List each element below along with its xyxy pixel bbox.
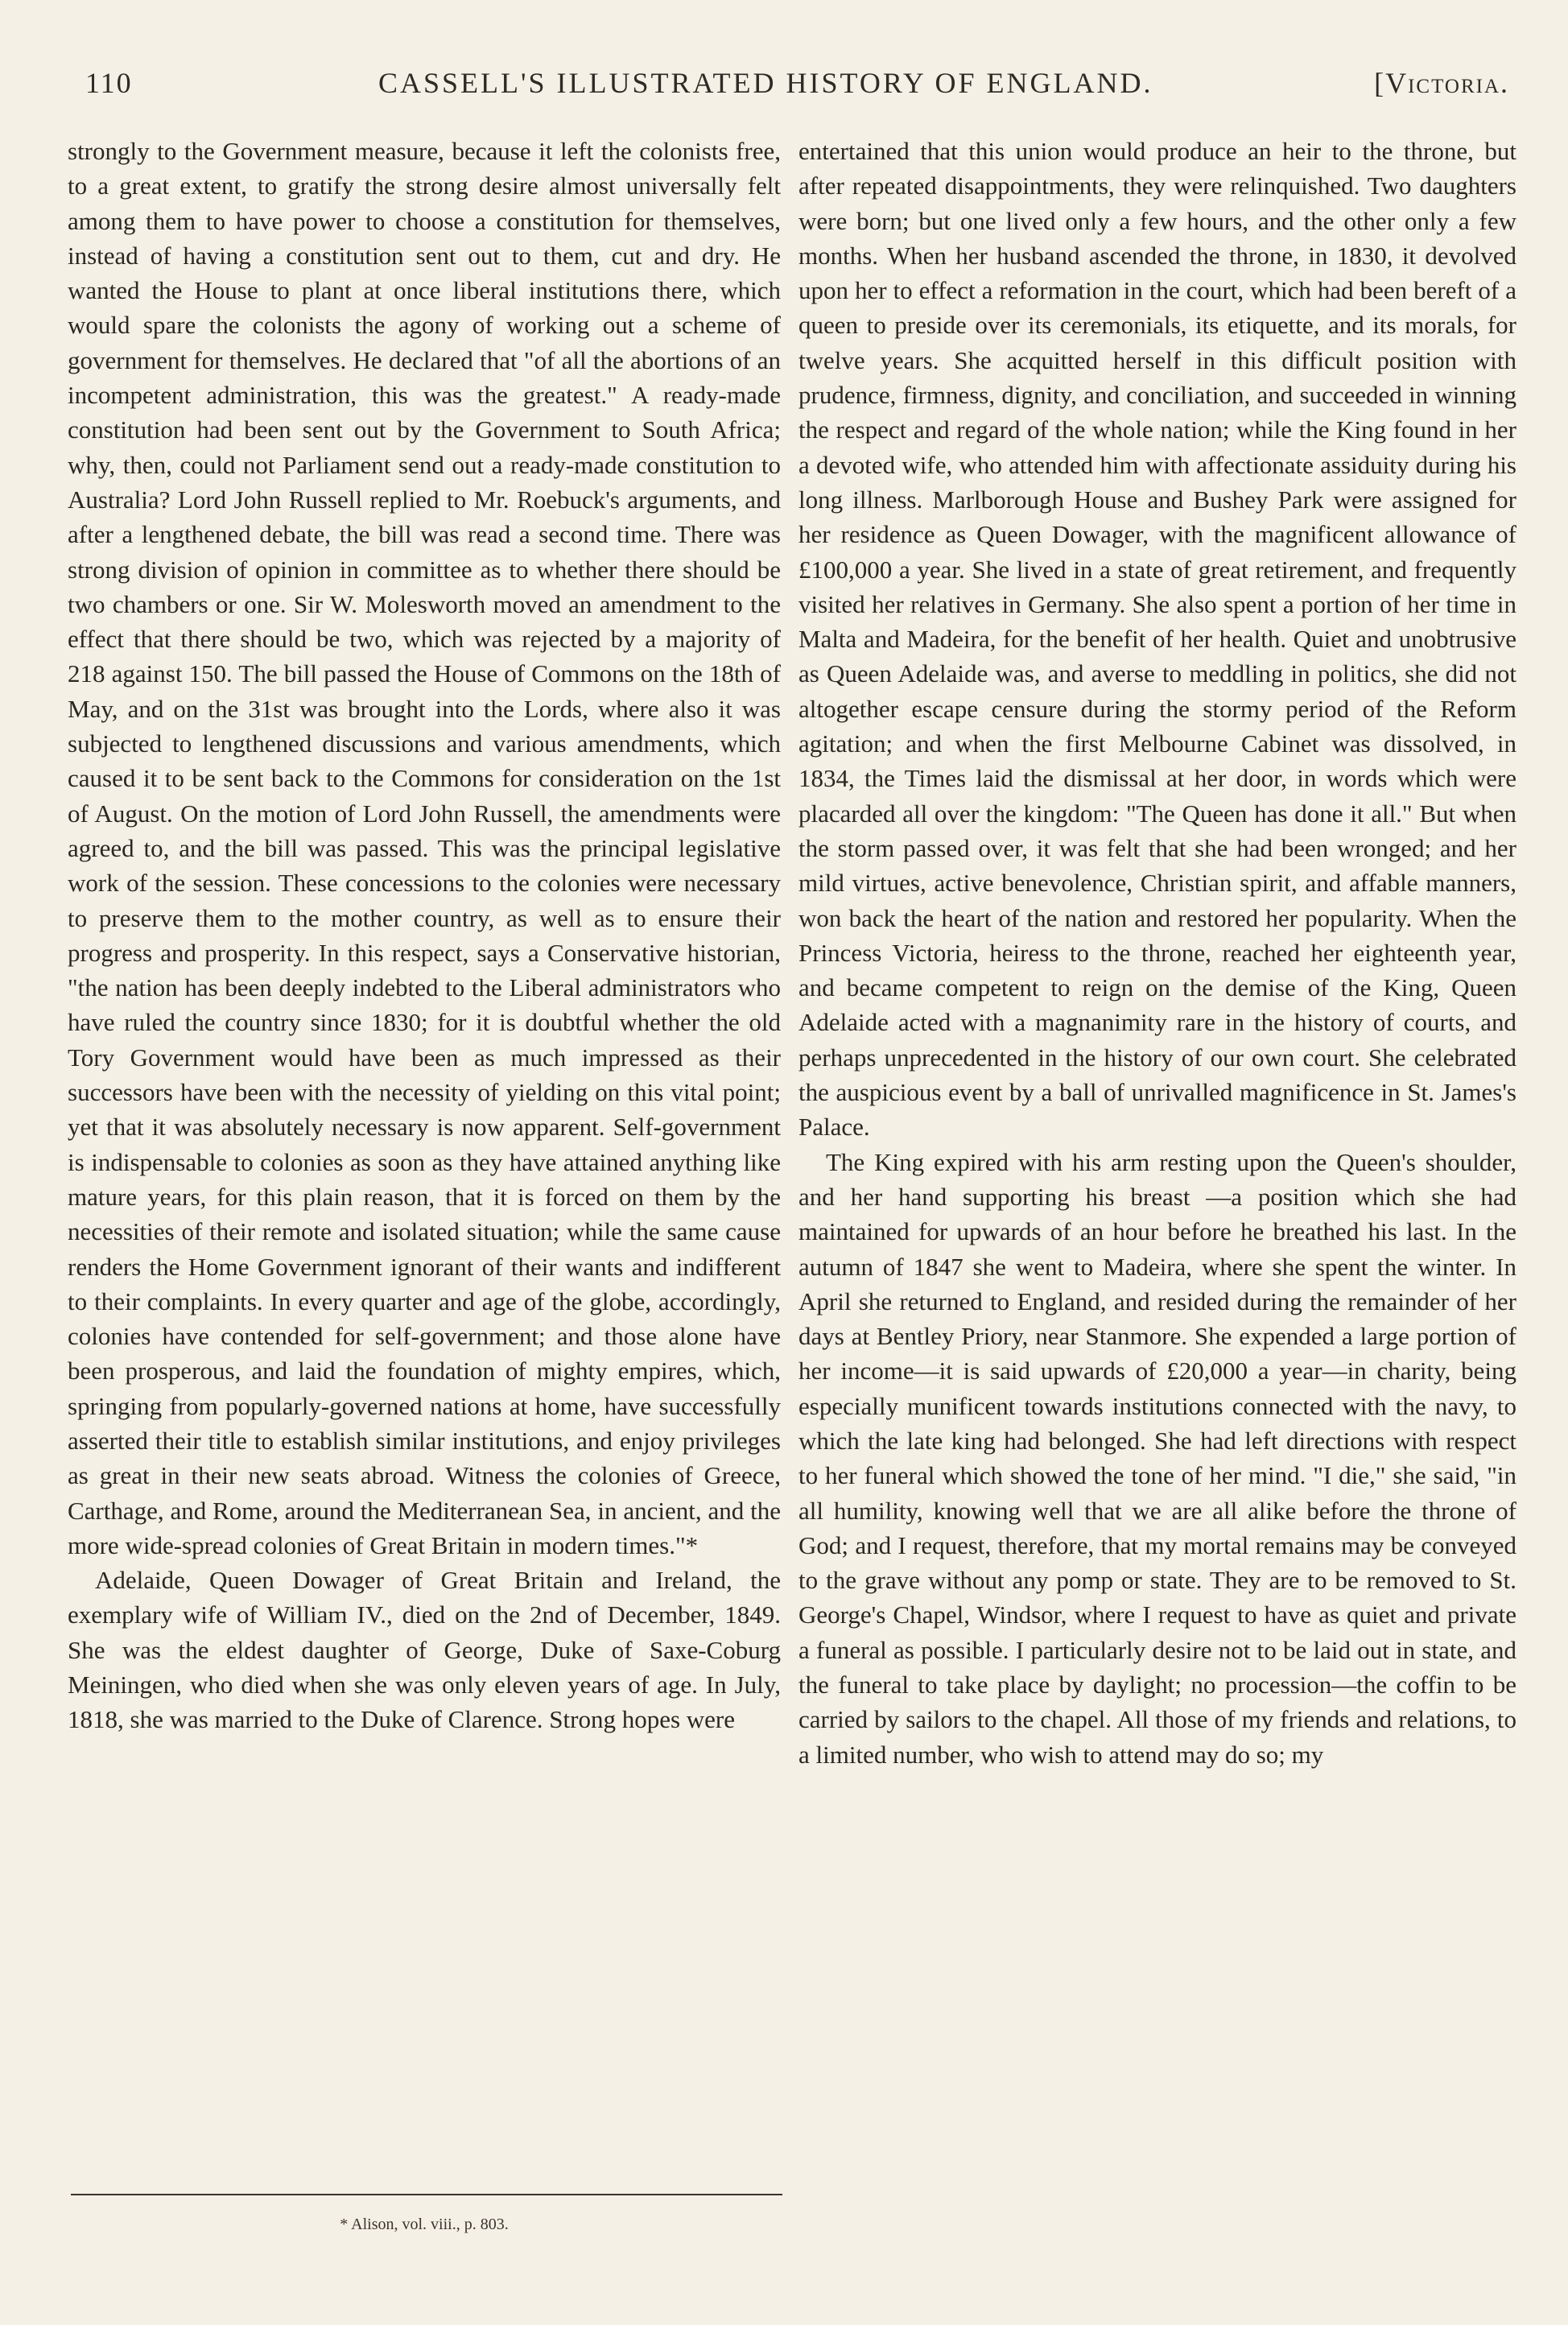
- footnote-rule: [71, 2194, 782, 2195]
- running-header: [64, 66, 1509, 106]
- paragraph: entertained that this union would produce an heir to the throne, but after repeated disappointments, they were relinquished. Two daughters were born; but one lived only a few hours, and the other only a few months. When her husband ascended the throne, in 1830, it devolved upon her to effect a reformation in the court, which had been bereft of a queen to preside over its ceremonials, its etiquette, and its morals, for twelve years. She acquitted herself in this difficult position with prudence, firmness, dignity, and conciliation, and succeeded in winning the respect and regard of the whole nation; while the King found in her a devoted wife, who attended him with affectionate assiduity during his long illness. Marlborough House and Bushey Park were assigned for her residence as Queen Dowager, with the magnificent allowance of £100,000 a year. She lived in a state of great retirement, and frequently visited her relatives in Germany. She also spent a portion of her time in Malta and Madeira, for the benefit of her health. Quiet and unobtrusive as Queen Adelaide was, and averse to meddling in politics, she did not altogether escape censure during the stormy period of the Reform agitation; and when the first Melbourne Cabinet was dissolved, in 1834, the Times laid the dismissal at her door, in words which were placarded all over the kingdom: "The Queen has done it all." But when the storm passed over, it was felt that she had been wronged; and her mild virtues, active benevolence, Christian spirit, and affable manners, won back the heart of the nation and restored her popularity. When the Princess Victoria, heiress to the throne, reached her eighteenth year, and became competent to reign on the demise of the King, Queen Adelaide acted with a magnanimity rare in the history of courts, and perhaps unprecedented in the history of our own court. She celebrated the auspicious event by a ball of unrivalled magnificence in St. James's Palace.: [798, 137, 1516, 1142]
- paragraph: The King expired with his arm resting upon the Queen's shoulder, and her hand supporting his breast —a position which she had maintained for upwards of an hour before he breathed his last. In the autumn of 1847 she went to Madeira, where she spent the winter. In April she returned to England, and resided during the remainder of her days at Bentley Priory, near Stanmore. She expended a large portion of her income—it is said upwards of £20,000 a year—in charity, being especially munificent towards institutions connected with the navy, to which the late king had belonged. She had left directions with respect to her funeral which showed the tone of her mind. "I die," she said, "in all humility, knowing well that we are all alike before the throne of God; and I request, therefore, that my mortal remains may be conveyed to the grave without any pomp or state. They are to be removed to St. George's Chapel, Windsor, where I request to have as quiet and private a funeral as possible. I particularly desire not to be laid out in state, and the funeral to take place by daylight; no procession—the coffin to be carried by sailors to the chapel. All those of my friends and relations, to a limited number, who wish to attend may do so; my: [798, 1147, 1516, 1769]
- section-label: [Victoria.: [1374, 67, 1509, 99]
- right-column: [798, 134, 1516, 1772]
- running-title: CASSELL'S ILLUSTRATED HISTORY OF ENGLAND.: [378, 67, 1153, 99]
- paragraph: Adelaide, Queen Dowager of Great Britain and Ireland, the exemplary wife of William IV., died on the 2nd of December, 1849. She was the eldest daughter of George, Duke of Saxe-Coburg Meiningen, who died when she was only eleven years of age. In July, 1818, she was married to the Duke of Clarence. Strong hopes were: [68, 1566, 781, 1734]
- page-number: 110: [85, 67, 133, 99]
- left-column: [68, 134, 781, 1737]
- footnote: * Alison, vol. viii., p. 803.: [340, 2216, 509, 2233]
- paragraph: strongly to the Government measure, because it left the colonists free, to a great extent, to gratify the strong desire almost universally felt among them to have power to choose a constitution for themselves, instead of having a constitution sent out to them, cut and dry. He wanted the House to plant at once liberal institutions there, which would spare the colonists the agony of working out a scheme of government for themselves. He declared that "of all the abortions of an incompetent administration, this was the greatest." A ready-made constitution had been sent out by the Government to South Africa; why, then, could not Parliament send out a ready-made constitution to Australia? Lord John Russell replied to Mr. Roebuck's arguments, and after a lengthened debate, the bill was read a second time. There was strong division of opinion in committee as to whether there should be two chambers or one. Sir W. Molesworth moved an amendment to the effect that there should be two, which was rejected by a majority of 218 against 150. The bill passed the House of Commons on the 18th of May, and on the 31st was brought into the Lords, where also it was subjected to lengthened discussions and various amendments, which caused it to be sent back to the Commons for consideration on the 1st of August. On the motion of Lord John Russell, the amendments were agreed to, and the bill was passed. This was the principal legislative work of the session. These concessions to the colonies were necessary to preserve them to the mother country, as well as to ensure their progress and prosperity. In this respect, says a Conservative historian, "the nation has been deeply indebted to the Liberal administrators who have ruled the country since 1830; for it is doubtful whether the old Tory Government would have been as much impressed as their successors have been with the necessity of yielding on this vital point; yet that it was absolutely necessary is now apparent. Self-government is indispensable to colonies as soon as they have attained anything like mature years, for this plain reason, that it is forced on them by the necessities of their remote and isolated situation; while the same cause renders the Home Government ignorant of their wants and indifferent to their complaints. In every quarter and age of the globe, accordingly, colonies have contended for self-government; and those alone have been prosperous, and laid the foundation of mighty empires, which, springing from popularly-governed nations at home, have successfully asserted their title to establish similar institutions, and enjoy privileges as great in their new seats abroad. Witness the colonies of Greece, Carthage, and Rome, around the Mediterranean Sea, in ancient, and the more wide-spread colonies of Great Britain in modern times."*: [68, 137, 781, 1559]
